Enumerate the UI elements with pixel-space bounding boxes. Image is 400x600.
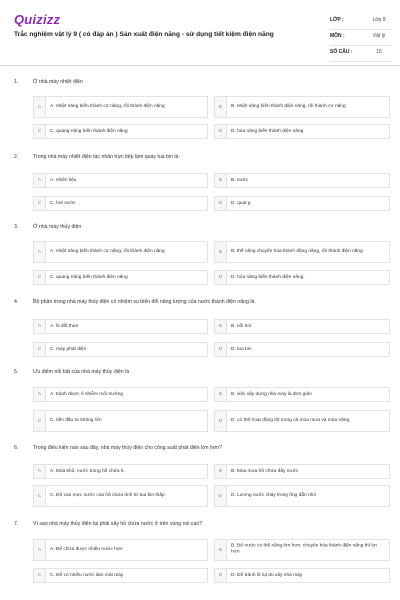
option-b[interactable] [214, 319, 390, 334]
option-letter: C [34, 486, 46, 506]
option-b[interactable] [214, 387, 390, 402]
option-d[interactable] [214, 270, 390, 285]
option-letter: A [34, 174, 46, 187]
option-text: A. Mùa khô, nước trong hồ chứa ít. [50, 468, 125, 474]
option-text: D. Để tránh lũ lụt do xây nhà máy [231, 572, 303, 578]
option-a[interactable] [33, 387, 208, 402]
option-d[interactable] [214, 410, 390, 432]
option-letter: C [34, 569, 46, 582]
option-c[interactable] [33, 485, 208, 507]
option-letter: B [215, 320, 227, 333]
question-text: Vì sao nhà máy thủy điện lại phải xây hồ chứa nước ở trên vùng núi cao? [33, 521, 203, 527]
option-text: D. hóa năng biến thành điện năng. [231, 274, 305, 280]
option-letter: A [34, 242, 46, 262]
question-text: Ở nhà máy thủy điện [33, 224, 82, 230]
question-text: Trong nhà máy nhiệt điện tác nhân trực tiếp làm quay tua bin là: [33, 154, 180, 160]
question-number: 4. [14, 299, 19, 305]
option-text: A. nhiên liệu [50, 177, 77, 183]
option-c[interactable] [33, 124, 208, 139]
option-letter: D [215, 343, 227, 356]
option-a[interactable] [33, 319, 208, 334]
meta-label: SỐ CÂU : [330, 49, 353, 55]
option-letter: B [215, 97, 227, 117]
option-text: C. máy phát điện [50, 346, 87, 352]
meta-row-subject [330, 30, 392, 46]
option-a[interactable] [33, 173, 208, 188]
question-number: 5. [14, 369, 19, 375]
meta-value: 15 [376, 49, 382, 55]
option-letter: D [215, 486, 227, 506]
option-letter: D [215, 271, 227, 284]
option-text: B. thế năng chuyển hóa thành động năng, rồi thành điện năng [231, 248, 363, 254]
option-c[interactable] [33, 410, 208, 432]
option-text: C. quang năng biến thành điện năng [50, 128, 128, 134]
question-number: 6. [14, 445, 19, 451]
meta-value: Vật lý [372, 33, 386, 39]
option-letter: B [215, 242, 227, 262]
meta-label: LỚP : [330, 17, 344, 23]
option-text: C. Độ cao mực nước của hồ chứa tính từ tua bin thấp [50, 492, 165, 498]
option-letter: A [34, 465, 46, 478]
question-number: 3. [14, 224, 19, 230]
question-text: Ở nhà máy nhiệt điện [33, 79, 83, 85]
option-text: D. tua bin [231, 346, 252, 352]
option-text: B. nước [231, 177, 249, 183]
option-text: B. việc xây dựng nhà máy là đơn giản [231, 391, 312, 397]
question-text: Bộ phận trong nhà máy thủy điện có nhiệm vụ biến đổi năng lượng của nước thành điện năng là [33, 299, 255, 305]
option-text: B. Để nước có thế năng lớn hơn, chuyển hóa thành điện năng thì lợi hơn [231, 543, 377, 555]
worksheet-meta [330, 14, 392, 62]
option-text: B. nhiệt năng biến thành điện năng, rồi thành cơ năng [231, 103, 346, 109]
option-text: A. tránh được ô nhiễm môi trường [50, 391, 123, 397]
option-letter: C [34, 411, 46, 431]
option-letter: B [215, 174, 227, 187]
option-letter: C [34, 125, 46, 138]
option-text: A. nhiệt năng biến thành cơ năng, rồi thành điện năng [50, 103, 165, 109]
option-d[interactable] [214, 124, 390, 139]
option-letter: B [215, 388, 227, 401]
option-text: C. Để có nhiều nước làm mát máy [50, 572, 124, 578]
meta-row-class [330, 14, 392, 30]
option-c[interactable] [33, 270, 208, 285]
question-number: 2. [14, 154, 19, 160]
option-text: D. quạt g [231, 200, 251, 206]
option-letter: B [215, 465, 227, 478]
option-c[interactable] [33, 342, 208, 357]
option-text: B. nồi hơi [231, 323, 252, 329]
option-letter: C [34, 343, 46, 356]
option-letter: B [215, 540, 227, 560]
option-text: D. có thể hoạt động tốt trong cả mùa mưa và mùa nắng [231, 417, 350, 423]
option-d[interactable] [214, 196, 390, 211]
option-b[interactable] [214, 539, 390, 561]
option-letter: A [34, 320, 46, 333]
option-text: C. hơi nước [50, 200, 76, 206]
question-number: 7. [14, 521, 19, 527]
worksheet-title: Trắc nghiệm vật lý 9 ( có đáp án ) Sản xuất điện năng - sử dụng tiết kiệm điện năng [14, 31, 274, 38]
option-text: B. Mùa mưa hồ chứa đầy nước [231, 468, 299, 474]
question-text: Trong điều kiện nào sau đây, nhà máy thủy điện cho công suất phát điện lớn hơn? [33, 445, 223, 451]
option-a[interactable] [33, 241, 208, 263]
option-b[interactable] [214, 241, 390, 263]
option-d[interactable] [214, 568, 390, 583]
option-text: D. Lượng nước chảy trong ống dẫn nhỏ [231, 492, 316, 498]
question-text: Ưu điểm nổi bật của nhà máy thủy điện là [33, 369, 130, 375]
option-text: D. hóa năng biến thành điện năng [231, 128, 304, 134]
option-d[interactable] [214, 342, 390, 357]
option-text: A. nhiệt năng biến thành cơ năng, rồi thành điện năng [50, 248, 165, 254]
option-letter: C [34, 197, 46, 210]
option-b[interactable] [214, 464, 390, 479]
option-b[interactable] [214, 96, 390, 118]
option-a[interactable] [33, 539, 208, 561]
meta-row-count [330, 46, 392, 62]
option-d[interactable] [214, 485, 390, 507]
option-letter: D [215, 197, 227, 210]
meta-label: MÔN : [330, 33, 345, 39]
option-letter: A [34, 540, 46, 560]
option-b[interactable] [214, 173, 390, 188]
option-text: C. tiền đầu tư không lớn [50, 417, 102, 423]
meta-value: Lớp 9 [372, 17, 386, 23]
quizizz-logo: Quizizz [14, 12, 61, 27]
worksheet-header [0, 0, 400, 66]
option-letter: D [215, 411, 227, 431]
option-a[interactable] [33, 464, 208, 479]
option-letter: D [215, 569, 227, 582]
question-number: 1. [14, 79, 19, 85]
option-c[interactable] [33, 568, 208, 583]
option-letter: A [34, 97, 46, 117]
option-text: A. lò đốt than [50, 323, 79, 329]
option-letter: D [215, 125, 227, 138]
option-text: C. quang năng biến thành điện năng [50, 274, 128, 280]
option-c[interactable] [33, 196, 208, 211]
option-text: A. Để chứa được nhiều nước hơn [50, 546, 123, 552]
option-letter: C [34, 271, 46, 284]
option-letter: A [34, 388, 46, 401]
option-a[interactable] [33, 96, 208, 118]
